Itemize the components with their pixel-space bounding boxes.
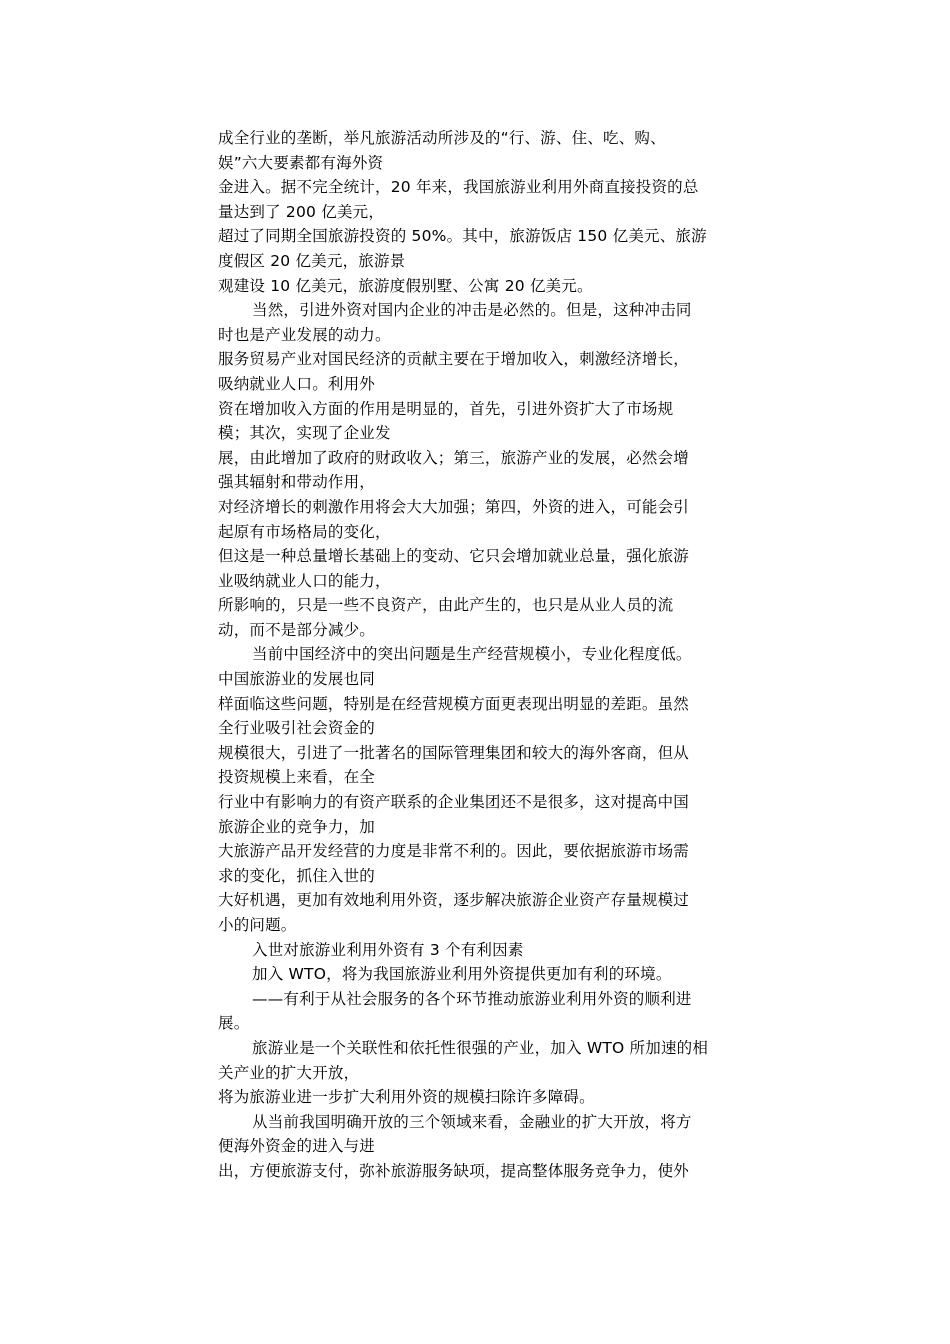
text-line: 成全行业的垄断，举凡旅游活动所涉及的“行、游、住、吃、购、	[218, 129, 666, 147]
text-line: 全行业吸引社会资金的	[218, 719, 376, 738]
body-text	[218, 126, 728, 1184]
text-line: 所影响的，只是一些不良资产，由此产生的，也只是从业人员的流	[218, 596, 674, 615]
text-line: 起原有市场格局的变化，	[218, 522, 391, 541]
text-line: 关产业的扩大开放，	[218, 1063, 360, 1082]
text-line: 资在增加收入方面的作用是明显的，首先，引进外资扩大了市场规	[218, 399, 674, 418]
text-line: ——有利于从社会服务的各个环节推动旅游业利用外资的顺利进	[252, 989, 692, 1008]
text-line: 当然，引进外资对国内企业的冲击是必然的。但是，这种冲击同	[252, 301, 692, 320]
text-line: 展。	[218, 1014, 250, 1033]
text-line: 求的变化，抓住入世的	[218, 866, 376, 885]
text-line: 加入 WTO，将为我国旅游业利用外资提供更加有利的环境。	[252, 965, 672, 984]
text-line: 但这是一种总量增长基础上的变动、它只会增加就业总量，强化旅游	[218, 547, 690, 566]
text-line: 动，而不是部分减少。	[218, 620, 376, 639]
text-line: 中国旅游业的发展也同	[218, 670, 376, 689]
text-line: 从当前我国明确开放的三个领域来看，金融业的扩大开放，将方	[252, 1112, 692, 1131]
text-line: 行业中有影响力的有资产联系的企业集团还不是很多，这对提高中国	[218, 793, 690, 812]
text-line: 大旅游产品开发经营的力度是非常不利的。因此，要依据旅游市场需	[218, 842, 690, 861]
text-line: 金进入。据不完全统计，20 年来，我国旅游业利用外商直接投资的总	[218, 178, 699, 197]
text-line: 对经济增长的刺激作用将会大大加强；第四，外资的进入，可能会引	[218, 497, 690, 516]
text-line: 业吸纳就业人口的能力，	[218, 571, 391, 590]
text-line: 小的问题。	[218, 916, 297, 934]
text-line: 超过了同期全国旅游投资的 50%。其中，旅游饭店 150 亿美元、旅游	[218, 227, 707, 246]
text-line: 观建设 10 亿美元，旅游度假别墅、公寓 20 亿美元。	[218, 276, 593, 295]
text-line: 大好机遇，更加有效地利用外资，逐步解决旅游企业资产存量规模过	[218, 891, 690, 910]
text-line: 旅游企业的竞争力，加	[218, 817, 376, 836]
text-line: 模；其次，实现了企业发	[218, 424, 391, 443]
text-line: 当前中国经济中的突出问题是生产经营规模小，专业化程度低。	[252, 645, 692, 664]
text-line: 出，方便旅游支付，弥补旅游服务缺项，提高整体服务竞争力，使外	[218, 1161, 690, 1180]
text-line: 规模很大，引进了一批著名的国际管理集团和较大的海外客商，但从	[218, 743, 690, 762]
text-line: 展，由此增加了政府的财政收入；第三，旅游产业的发展，必然会增	[218, 448, 690, 467]
text-line: 度假区 20 亿美元，旅游景	[218, 251, 406, 270]
text-line: 样面临这些问题，特别是在经营规模方面更表现出明显的差距。虽然	[218, 694, 690, 713]
text-line: 旅游业是一个关联性和依托性很强的产业，加入 WTO 所加速的相	[252, 1038, 709, 1057]
text-line: 量达到了 200 亿美元，	[218, 202, 385, 221]
text-line: 吸纳就业人口。利用外	[218, 374, 376, 393]
text-line: 服务贸易产业对国民经济的贡献主要在于增加收入，刺激经济增长，	[218, 350, 690, 369]
text-line: 便海外资金的进入与进	[218, 1137, 376, 1156]
text-line: 入世对旅游业利用外资有 3 个有利因素	[252, 940, 524, 959]
text-line: 投资规模上来看，在全	[218, 768, 376, 787]
text-line: 强其辐射和带动作用，	[218, 473, 376, 492]
text-line: 将为旅游业进一步扩大利用外资的规模扫除许多障碍。	[218, 1088, 595, 1107]
text-line: 娱”六大要素都有海外资	[218, 153, 384, 172]
text-line: 时也是产业发展的动力。	[218, 325, 391, 344]
